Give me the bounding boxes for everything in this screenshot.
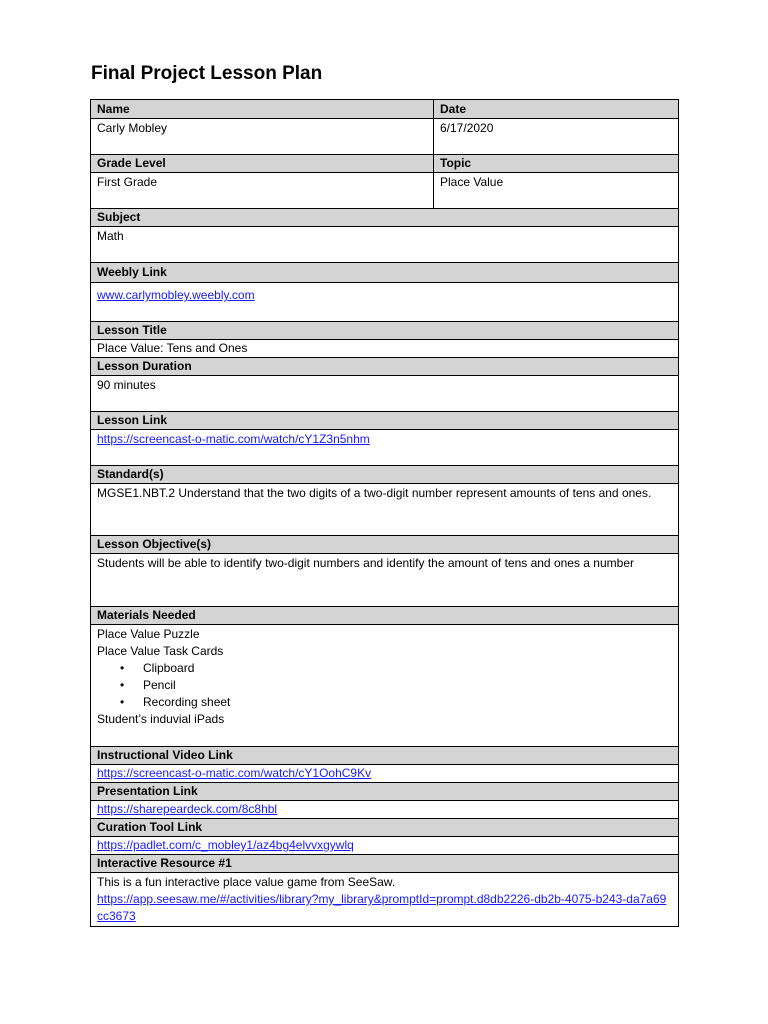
lesson-link[interactable]: https://screencast-o-matic.com/watch/cY1Z3n5nhm <box>97 432 370 446</box>
interactive-resource-label: Interactive Resource #1 <box>91 855 679 873</box>
header-row-lesson-title <box>91 322 679 340</box>
date-label: Date <box>434 100 679 119</box>
subject-label: Subject <box>91 209 679 227</box>
objectives-value: Students will be able to identify two-digit numbers and identify the amount of tens and ones a number <box>91 554 679 607</box>
header-row-name-date <box>91 100 679 119</box>
value-row-grade-topic <box>91 173 679 209</box>
materials-bullet-list <box>97 660 672 711</box>
materials-label: Materials Needed <box>91 607 679 625</box>
value-row-interactive-resource <box>91 873 679 927</box>
header-row-weebly <box>91 263 679 283</box>
weebly-link[interactable]: www.carlymobley.weebly.com <box>97 288 255 302</box>
topic-value: Place Value <box>434 173 679 209</box>
header-row-grade-topic <box>91 155 679 173</box>
materials-line-3: Student’s induvial iPads <box>97 712 225 726</box>
weebly-link-cell <box>91 283 679 322</box>
materials-line-1: Place Value Puzzle <box>97 627 200 641</box>
value-row-instructional-video <box>91 765 679 783</box>
curation-tool-link[interactable]: https://padlet.com/c_mobley1/az4bg4elvvxgywlq <box>97 838 354 852</box>
curation-tool-cell <box>91 837 679 855</box>
value-row-presentation <box>91 801 679 819</box>
header-row-curation-tool <box>91 819 679 837</box>
presentation-label: Presentation Link <box>91 783 679 801</box>
materials-line-2: Place Value Task Cards <box>97 644 224 658</box>
grade-level-label: Grade Level <box>91 155 434 173</box>
name-value: Carly Mobley <box>91 119 434 155</box>
value-row-name-date <box>91 119 679 155</box>
interactive-resource-link[interactable]: https://app.seesaw.me/#/activities/library?my_library&promptId=prompt.d8db2226-db2b-4075-b243-da7a69cc3673 <box>97 892 667 923</box>
objectives-label: Lesson Objective(s) <box>91 536 679 554</box>
curation-tool-label: Curation Tool Link <box>91 819 679 837</box>
interactive-resource-cell <box>91 873 679 927</box>
header-row-materials <box>91 607 679 625</box>
lesson-duration-label: Lesson Duration <box>91 358 679 376</box>
topic-label: Topic <box>434 155 679 173</box>
lesson-title-value: Place Value: Tens and Ones <box>91 340 679 358</box>
header-row-lesson-duration <box>91 358 679 376</box>
header-row-objectives <box>91 536 679 554</box>
page-title: Final Project Lesson Plan <box>91 63 323 84</box>
instructional-video-label: Instructional Video Link <box>91 747 679 765</box>
header-row-interactive-resource <box>91 855 679 873</box>
value-row-curation-tool <box>91 837 679 855</box>
value-row-standards <box>91 484 679 536</box>
header-row-instructional-video <box>91 747 679 765</box>
value-row-lesson-link <box>91 430 679 466</box>
instructional-video-cell <box>91 765 679 783</box>
list-item: • Recording sheet <box>143 694 672 711</box>
header-row-subject <box>91 209 679 227</box>
value-row-lesson-duration <box>91 376 679 412</box>
subject-value: Math <box>91 227 679 263</box>
value-row-lesson-title <box>91 340 679 358</box>
value-row-objectives <box>91 554 679 607</box>
name-label: Name <box>91 100 434 119</box>
list-item: • Clipboard <box>143 660 672 677</box>
materials-cell <box>91 625 679 747</box>
list-item: • Pencil <box>143 677 672 694</box>
header-row-standards <box>91 466 679 484</box>
date-value: 6/17/2020 <box>434 119 679 155</box>
lesson-plan-table <box>90 99 679 927</box>
value-row-subject <box>91 227 679 263</box>
grade-level-value: First Grade <box>91 173 434 209</box>
lesson-title-label: Lesson Title <box>91 322 679 340</box>
presentation-link[interactable]: https://sharepeardeck.com/8c8hbl <box>97 802 278 816</box>
lesson-link-cell <box>91 430 679 466</box>
standards-label: Standard(s) <box>91 466 679 484</box>
weebly-link-label: Weebly Link <box>91 263 679 283</box>
value-row-weebly <box>91 283 679 322</box>
header-row-lesson-link <box>91 412 679 430</box>
lesson-duration-value: 90 minutes <box>91 376 679 412</box>
value-row-materials <box>91 625 679 747</box>
presentation-cell <box>91 801 679 819</box>
standards-value: MGSE1.NBT.2 Understand that the two digits of a two-digit number represent amounts of tens and ones. <box>91 484 679 536</box>
header-row-presentation <box>91 783 679 801</box>
lesson-link-label: Lesson Link <box>91 412 679 430</box>
instructional-video-link[interactable]: https://screencast-o-matic.com/watch/cY1OohC9Kv <box>97 766 372 780</box>
interactive-resource-text: This is a fun interactive place value game from SeeSaw. <box>97 875 396 889</box>
